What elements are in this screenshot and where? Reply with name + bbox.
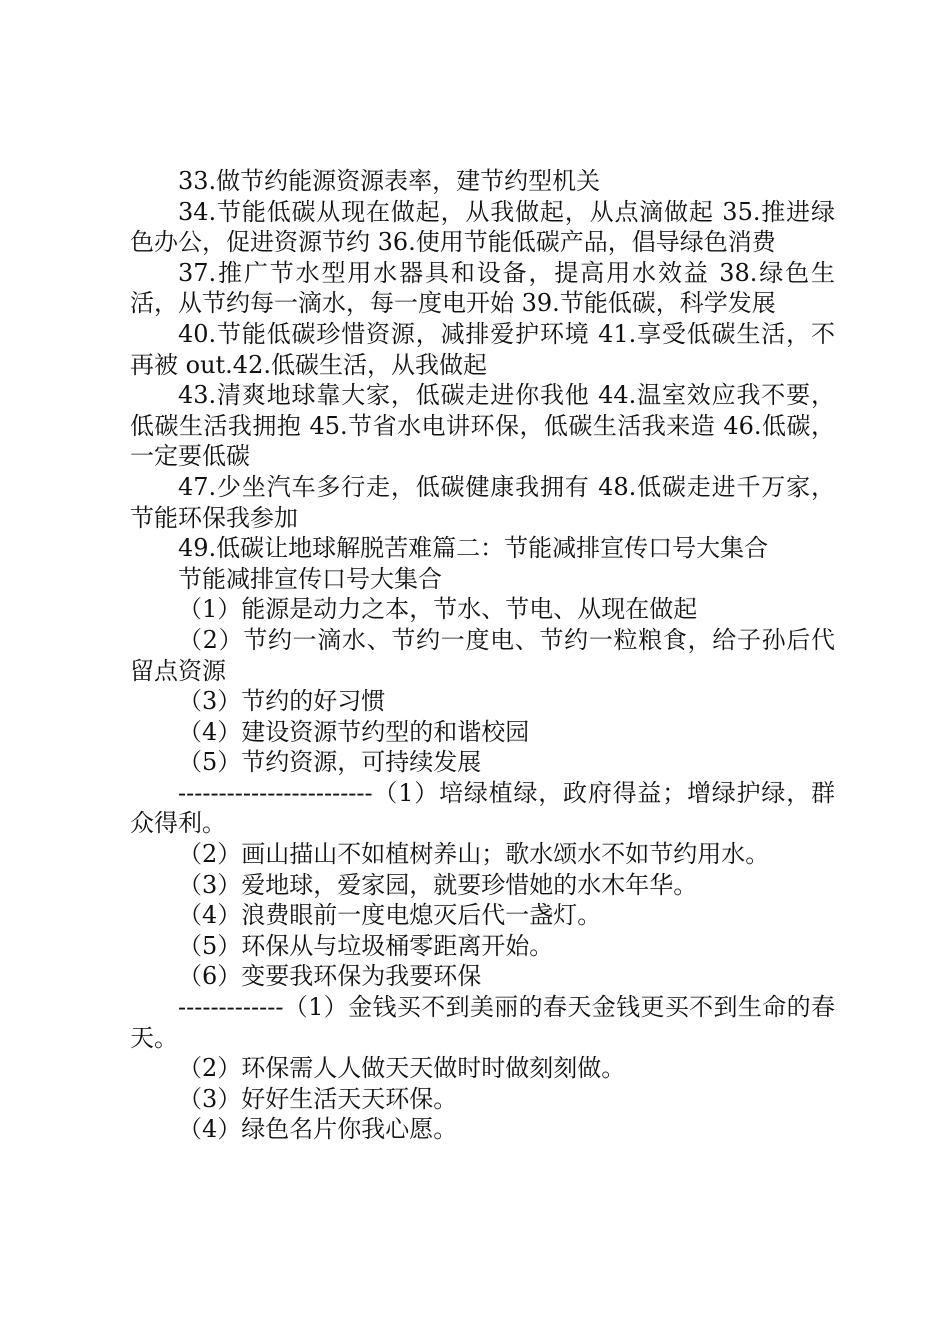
list-item: ------------------------（1）培绿植绿，政府得益；增绿护绿，群众得利。 xyxy=(130,778,835,838)
list-item: （5）环保从与垃圾桶零距离开始。 xyxy=(178,931,554,960)
list-item: （4）浪费眼前一度电熄灭后代一盏灯。 xyxy=(178,901,602,930)
paragraph-37-39: 37.推广节水型用水器具和设备，提高用水效益 38.绿色生活，从节约每一滴水，每一度电开始 39.节能低碳，科学发展 xyxy=(130,258,835,318)
list-item: （5）节约资源，可持续发展 xyxy=(178,748,482,777)
paragraph-47-48: 47.少坐汽车多行走，低碳健康我拥有 48.低碳走进千万家，节能环保我参加 xyxy=(130,472,835,532)
section-heading: 节能减排宣传口号大集合 xyxy=(178,564,442,593)
document-body xyxy=(130,166,835,1145)
paragraph-43-46: 43.清爽地球靠大家，低碳走进你我他 44.温室效应我不要，低碳生活我拥抱 45.节省水电讲环保，低碳生活我来造 46.低碳，一定要低碳 xyxy=(130,381,835,471)
list-item: （4）建设资源节约型的和谐校园 xyxy=(178,717,530,746)
paragraph-40-42: 40.节能低碳珍惜资源，减排爱护环境 41.享受低碳生活，不再被 out.42.低碳生活，从我做起 xyxy=(130,319,835,379)
list-item: （2）画山描山不如植树养山；歌水颂水不如节约用水。 xyxy=(178,840,770,869)
list-item: （3）节约的好习惯 xyxy=(178,687,386,716)
list-item: （4）绿色名片你我心愿。 xyxy=(178,1115,458,1144)
list-item: -------------（1）金钱买不到美丽的春天金钱更买不到生命的春天。 xyxy=(130,993,835,1052)
list-item: （1）能源是动力之本，节水、节电、从现在做起 xyxy=(178,595,698,624)
list-item: （3）爱地球，爱家园，就要珍惜她的水木年华。 xyxy=(178,870,698,899)
paragraph-33: 33.做节约能源资源表率，建节约型机关 xyxy=(178,167,601,195)
list-item: （6）变要我环保为我要环保 xyxy=(178,962,482,991)
list-item: （2）节约一滴水、节约一度电、节约一粒粮食，给子孙后代留点资源 xyxy=(130,625,835,685)
list-item: （3）好好生活天天环保。 xyxy=(178,1084,458,1113)
paragraph-49: 49.低碳让地球解脱苦难篇二：节能减排宣传口号大集合 xyxy=(178,534,769,563)
list-item: （2）环保需人人做天天做时时做刻刻做。 xyxy=(178,1054,626,1083)
paragraph-34-36: 34.节能低碳从现在做起，从我做起，从点滴做起 35.推进绿色办公，促进资源节约 36.使用节能低碳产品，倡导绿色消费 xyxy=(130,197,835,257)
